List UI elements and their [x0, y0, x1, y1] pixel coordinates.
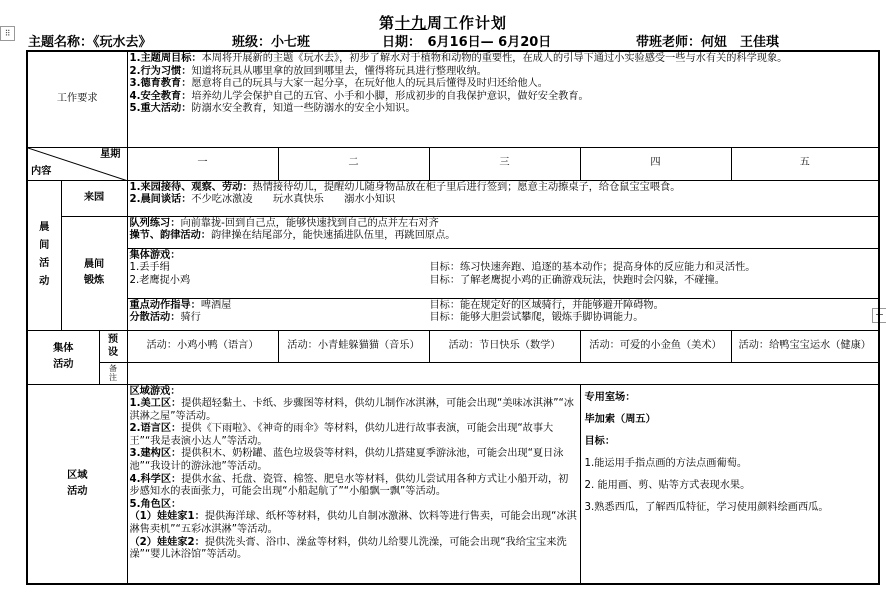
- note-label: 备注: [99, 362, 127, 384]
- arrival-label: 来园: [61, 180, 127, 216]
- area-item: 5.角色区：: [129, 498, 182, 510]
- area-activity-label: 区域活动: [27, 384, 127, 584]
- teachers: 带班老师：何妞 王佳琪: [636, 35, 780, 50]
- requirement-item: 5.重大活动：防溺水安全教育，知道一些防溺水的安全小知识。: [129, 103, 416, 115]
- exercise-label: 晨间锻炼: [61, 216, 127, 330]
- group-activity-tue: 活动：小青蛙躲猫猫（音乐）: [278, 330, 429, 362]
- date-range: 日期： 6月16日— 6月20日: [382, 35, 552, 50]
- group-activity-thu: 活动：可爱的小金鱼（美术）: [580, 330, 731, 362]
- drill-cell: 队列练习：向前靠拢-回到自己点，能够快速找到自己的点并左右对齐 操节、韵律活动：韵律操在结尾部分，能快速插进队伍里，再跳回原点。: [127, 216, 879, 248]
- area-games-cell: 区域游戏： 1.美工区：提供超轻黏土、卡纸、步骤图等材料，供幼儿制作冰淇淋，可能会出现“美味冰淇淋”“冰淇淋之屋”等活动。 2.语言区：提供《下雨啦》、《神奇的雨伞》等材料，供幼儿进行故事表演，可能会出现“故事大王”“我是表演小达人”等活动。 3.建构区：提供积木、奶粉罐、蓝色垃圾袋等材料，供幼儿搭建夏季游泳池，可能会出现“夏日泳池”“我设计的游泳池”等活动。 4.科学区：提供水盆、托盘、瓷管、棉签、肥皂水等材料，供幼儿尝试用各种方式让小船开动，初步感知水的表面张力，可能会出现“小船起航了”“小船飘一飘”等活动。 5.角色区： （1）娃娃家1：提供海洋球、纸杯等材料，供幼儿自制冰激淋、饮料等进行售卖，可能会出现“冰淇淋售卖机”“五彩冰淇淋”等活动。 （2）娃娃家2：提供洗头膏、浴巾、澡盆等材料，供幼儿给婴儿洗澡，可能会出现“我给宝宝来洗澡”“婴儿沐浴馆”等活动。: [127, 384, 580, 584]
- area-item: 4.科学区：提供水盆、托盘、瓷管、棉签、肥皂水等材料，供幼儿尝试用各种方式让小船开动，初步感知水的表面张力，可能会出现“小船起航了”“小船飘一飘”等活动。: [129, 473, 569, 498]
- add-column-button[interactable]: +: [872, 308, 886, 323]
- requirement-item: 3.德育教育：愿意将自己的玩具与大家一起分享，在玩好他人的玩具后懂得及时归还给他人。: [129, 78, 548, 90]
- focus-activity-cell: 重点动作指导：啤酒屋 目标：能在规定好的区域骑行，并能够避开障碍物。 分散活动：骑行 目标：能够大胆尝试攀爬，锻炼手脚协调能力。: [127, 298, 879, 330]
- group-activity-fri: 活动：给鸭宝宝运水（健康）: [731, 330, 879, 362]
- theme-name: 主题名称：《玩水去》: [28, 35, 152, 50]
- group-activity-wed: 活动：节日快乐（数学）: [429, 330, 580, 362]
- special-room-cell: 专用室场： 毕加索（周五） 目标： 1.能运用手指点画的方法点画葡萄。 2. 能用画、剪、贴等方式表现水果。 3.熟悉西瓜，了解西瓜特征，学习使用颜料绘画西瓜。: [580, 384, 879, 584]
- arrival-cell: 1.来园接待、观察、劳动：热情接待幼儿，提醒幼儿随身物品放在柜子里后进行签到；愿意主动擦桌子，给仓鼠宝宝喂食。 2.晨间谈话：不少吃冰激凌 玩水真快乐 溺水小知识: [127, 180, 879, 216]
- preset-label: 预设: [99, 330, 127, 362]
- page-title: 第十九周工作计划: [378, 14, 508, 32]
- weekday-2: 二: [278, 147, 429, 180]
- group-activity-label: 集体活动: [27, 330, 99, 384]
- weekday-1: 一: [127, 147, 278, 180]
- note-cell: [127, 362, 879, 384]
- table-move-handle[interactable]: ⠿: [0, 26, 15, 41]
- weekday-4: 四: [580, 147, 731, 180]
- requirement-item: 4.安全教育：培养幼儿学会保护自己的五官、小手和小脚，形成初步的自我保护意识，做好安全教育。: [129, 90, 589, 102]
- weekday-3: 三: [429, 147, 580, 180]
- area-item: （1）娃娃家1：提供海洋球、纸杯等材料，供幼儿自制冰激淋、饮料等进行售卖，可能会出现“冰淇淋售卖机”“五彩冰淇淋”等活动。: [129, 511, 577, 536]
- requirement-item: 1.主题周目标：本周将开展新的主题《玩水去》，初步了解水对于植物和动物的重要性，在成人的引导下通过小实验感受一些与水有关的科学现象。: [129, 53, 788, 64]
- class-name: 班级：小七班: [232, 35, 311, 50]
- group-activity-mon: 活动：小鸡小鸭（语言）: [127, 330, 278, 362]
- weekday-corner-cell: 星期 内容: [27, 147, 127, 180]
- area-item: （2）娃娃家2：提供洗头膏、浴巾、澡盆等材料，供幼儿给婴儿洗澡，可能会出现“我给宝宝来洗澡”“婴儿沐浴馆”等活动。: [129, 536, 567, 561]
- requirements-cell: [127, 51, 879, 147]
- weekly-plan-table: [26, 50, 880, 585]
- week-number: 十九: [394, 14, 427, 32]
- area-item: 2.语言区：提供《下雨啦》、《神奇的雨伞》等材料，供幼儿进行故事表演，可能会出现“故事大王”“我是表演小达人”等活动。: [129, 423, 554, 447]
- requirement-item: 2.行为习惯：知道将玩具从哪里拿的放回到哪里去，懂得将玩具进行整理收纳。: [129, 65, 487, 77]
- morning-activity-label: 晨间活动: [27, 180, 61, 330]
- area-item: 1.美工区：提供超轻黏土、卡纸、步骤图等材料，供幼儿制作冰淇淋，可能会出现“美味冰淇淋”“冰淇淋之屋”等活动。: [129, 398, 574, 422]
- weekday-5: 五: [731, 147, 879, 180]
- area-item: 3.建构区：提供积木、奶粉罐、蓝色垃圾袋等材料，供幼儿搭建夏季游泳池，可能会出现“夏日泳池”“我设计的游泳池”等活动。: [129, 448, 564, 473]
- collective-games-cell: 集体游戏： 1.丢手绢 目标：练习快速奔跑、追逐的基本动作；提高身体的反应能力和灵活性。 2.老鹰捉小鸡 目标：了解老鹰捉小鸡的正确游戏玩法，快跑时会闪躲，不碰撞。: [127, 248, 879, 298]
- requirements-label: 工作要求: [27, 51, 127, 147]
